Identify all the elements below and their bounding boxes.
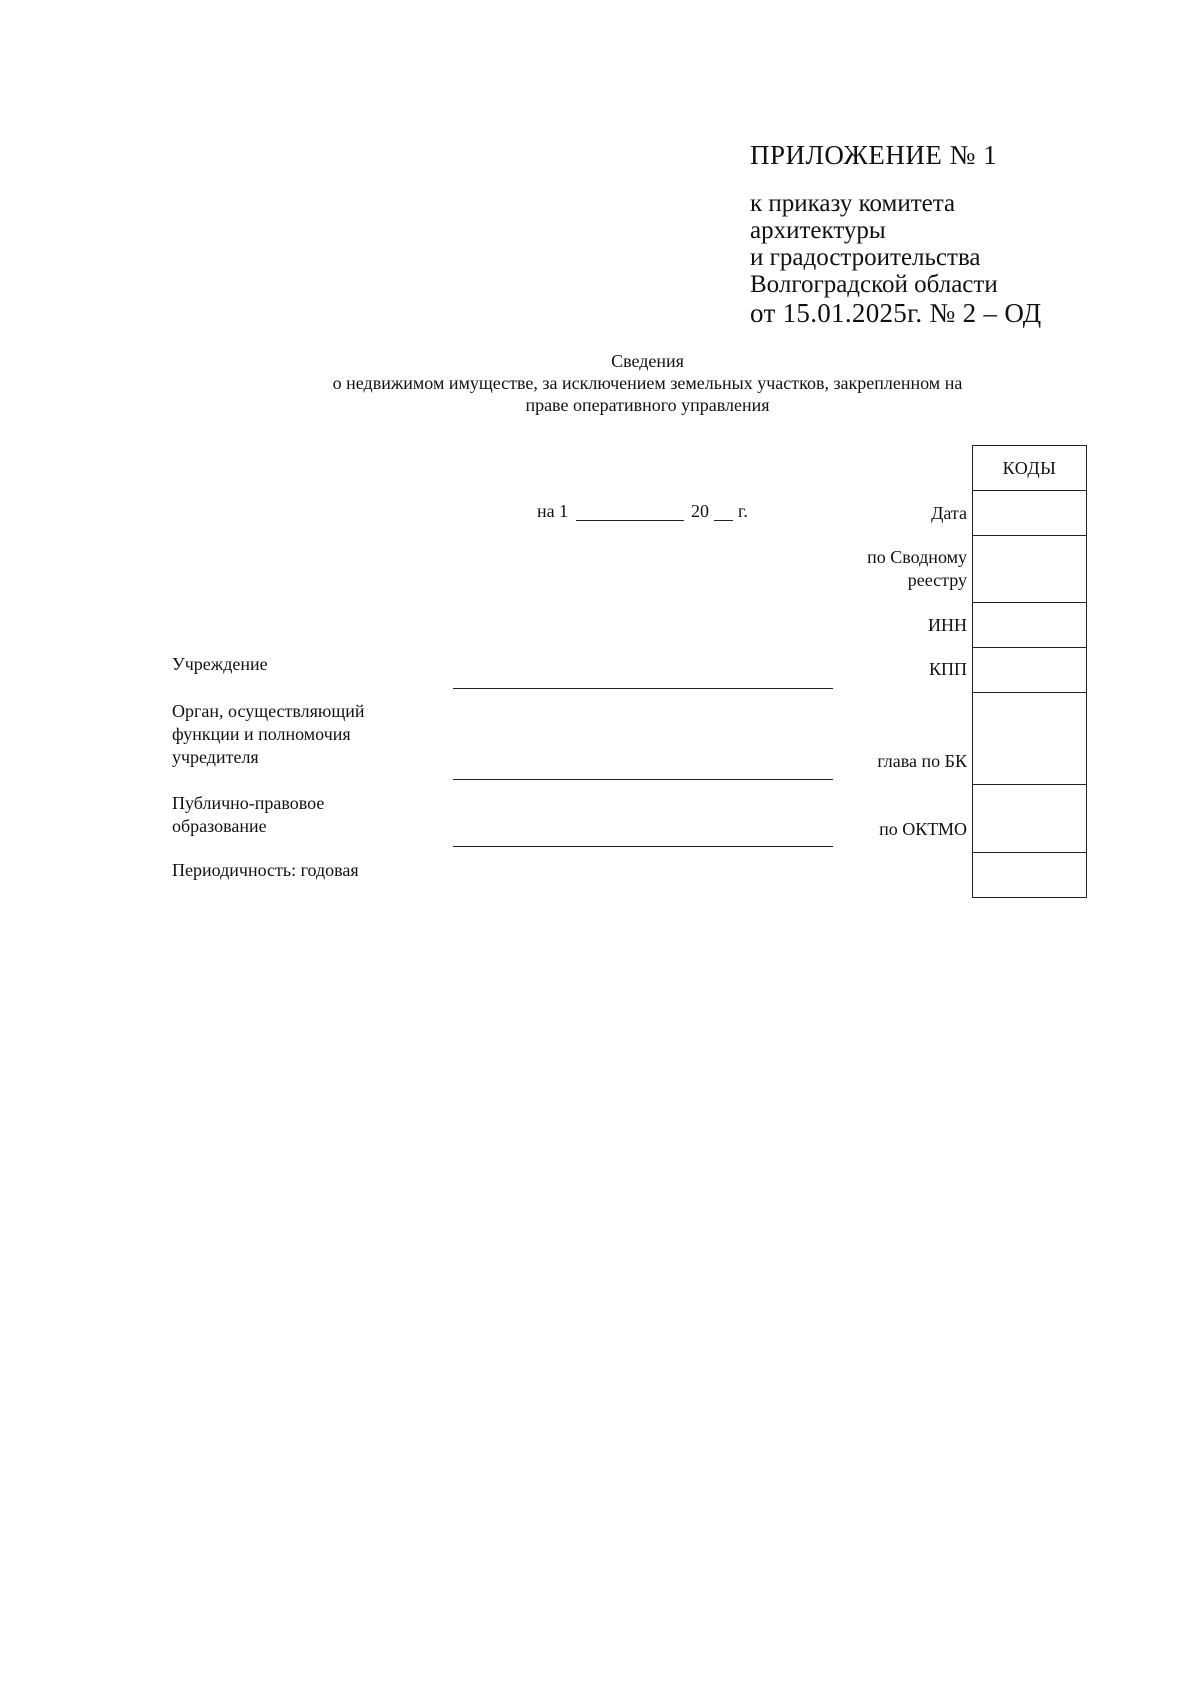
year-suffix: г.	[738, 501, 748, 521]
founder-label-line: учредителя	[172, 747, 259, 767]
codes-table	[972, 445, 1087, 898]
date-code-label: Дата	[931, 503, 967, 523]
title-line: Сведения	[611, 351, 684, 371]
public-entity-label	[172, 792, 324, 838]
founder-label-line: Орган, осуществляющий	[172, 701, 365, 721]
appendix-reference	[750, 190, 1042, 328]
inn-code-cell[interactable]	[973, 603, 1086, 648]
institution-field[interactable]	[453, 688, 833, 689]
document-title	[150, 350, 1145, 416]
registry-label-line: реестру	[907, 570, 967, 590]
year-prefix: 20	[691, 501, 709, 521]
codes-header: КОДЫ	[973, 446, 1086, 491]
bk-chapter-code-label: глава по БК	[877, 751, 967, 771]
institution-label: Учреждение	[172, 654, 268, 674]
title-line: о недвижимом имуществе, за исключением земельных участков, закрепленном на	[332, 373, 963, 393]
order-date-number: от 15.01.2025г. № 2 – ОД	[750, 298, 1042, 328]
kpp-code-label: КПП	[928, 659, 967, 679]
periodicity-code-cell[interactable]	[973, 853, 1086, 897]
appendix-line: Волгоградской области	[750, 271, 998, 298]
oktmo-code-label: по ОКТМО	[879, 819, 967, 839]
year-blank-line[interactable]	[714, 520, 733, 521]
public-entity-label-line: образование	[172, 816, 267, 836]
inn-code-label: ИНН	[928, 615, 967, 635]
kpp-code-cell[interactable]	[973, 648, 1086, 693]
founder-label	[172, 700, 364, 769]
appendix-title: ПРИЛОЖЕНИЕ № 1	[750, 140, 998, 170]
appendix-line: к приказу комитета	[750, 190, 956, 217]
date-blank-line[interactable]	[576, 520, 684, 521]
date-code-cell[interactable]	[973, 491, 1086, 536]
registry-code-label	[867, 546, 967, 592]
public-entity-label-line: Публично-правовое	[172, 793, 325, 813]
registry-code-cell[interactable]	[973, 536, 1086, 603]
registry-label-line: по Сводному	[867, 547, 967, 567]
appendix-line: и градостроительства	[750, 244, 981, 271]
bk-chapter-code-cell[interactable]	[973, 693, 1086, 785]
periodicity-label: Периодичность: годовая	[172, 860, 359, 880]
founder-field[interactable]	[453, 779, 833, 780]
date-prefix: на 1	[537, 501, 569, 521]
public-entity-field[interactable]	[453, 846, 833, 847]
title-line: праве оперативного управления	[525, 395, 770, 415]
founder-label-line: функции и полномочия	[172, 724, 351, 744]
appendix-line: архитектуры	[750, 217, 886, 244]
oktmo-code-cell[interactable]	[973, 785, 1086, 853]
